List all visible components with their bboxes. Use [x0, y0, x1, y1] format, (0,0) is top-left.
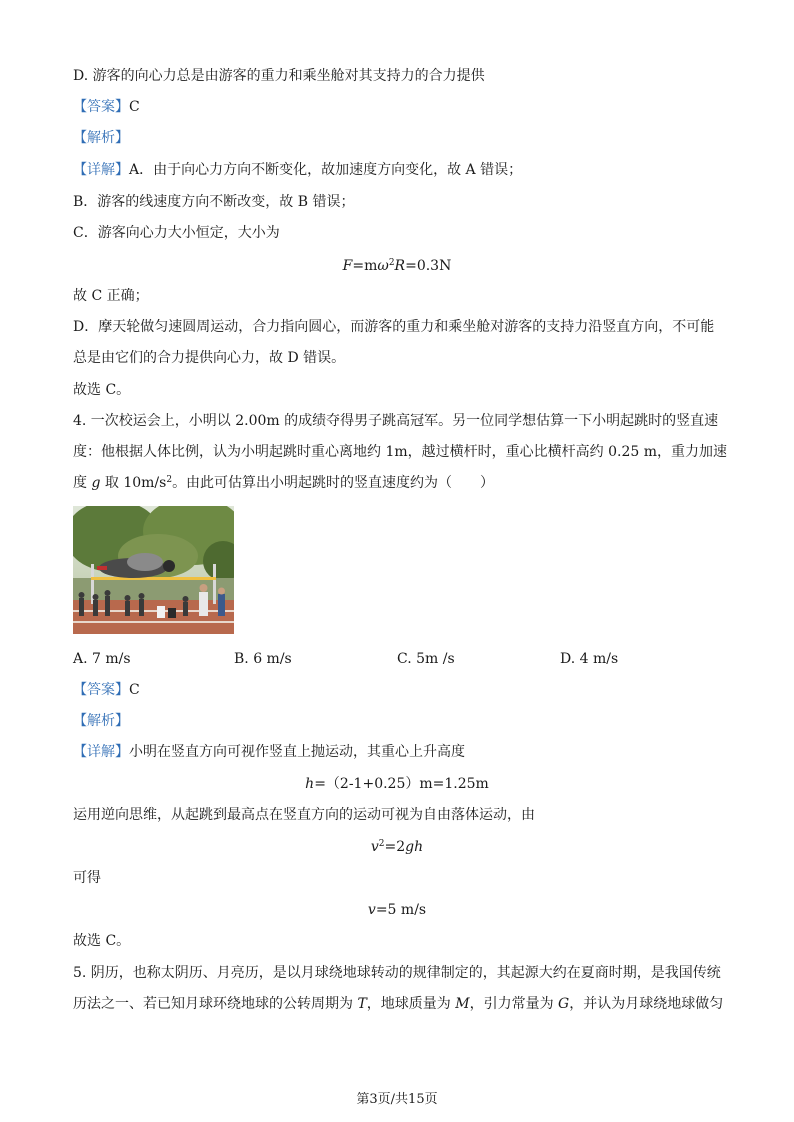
q3-option-d: D. 游客的向心力总是由游客的重力和乘坐舱对其支持力的合力提供 — [73, 68, 485, 84]
q4-detail-3: 可得 — [73, 870, 101, 886]
q4-stem-line2: 度：他根据人体比例，认为小明起跳时重心离地约 1m，越过横杆时，重心比横杆高约 0.25 m，重力加速 — [73, 444, 727, 460]
q4-conclusion: 故选 C。 — [73, 933, 131, 949]
answer-tag: 【答案】 — [73, 682, 129, 698]
q4-answer-line — [73, 680, 140, 700]
q4-stem-line1: 4. 一次校运会上，小明以 2.00m 的成绩夺得男子跳高冠军。另一位同学想估算一下小明起跳时的竖直速 — [73, 413, 719, 429]
q3-analysis-tag: 【解析】 — [73, 130, 129, 146]
q5-stem-line2: 历法之一、若已知月球环绕地球的公转周期为 T，地球质量为 M，引力常量为 G，并认为月球绕地球做匀 — [73, 996, 724, 1012]
q3-detail-d2: 总是由它们的合力提供向心力，故 D 错误。 — [73, 350, 346, 366]
q4-option-d: D. 4 m/s — [560, 651, 619, 667]
detail-tag: 【详解】 — [73, 162, 129, 178]
q4-detail-2: 运用逆向思维，从起跳到最高点在竖直方向的运动可视为自由落体运动，由 — [73, 807, 535, 823]
q4-analysis-tag: 【解析】 — [73, 713, 129, 729]
answer-value: C — [129, 682, 140, 698]
q3-detail-b: B．游客的线速度方向不断改变，故 B 错误； — [73, 194, 355, 210]
q3-detail-d1: D．摩天轮做匀速圆周运动，合力指向圆心，而游客的重力和乘坐舱对游客的支持力沿竖直方向，不可能 — [73, 319, 715, 335]
q3-formula: $F=m\omega^2R=0.3N$ — [342, 258, 452, 274]
q4-option-b: B. 6 m/s — [234, 651, 292, 667]
answer-value: C — [129, 99, 140, 115]
detail-tag: 【详解】 — [73, 744, 129, 760]
q4-formula-2: $v^2=2gh$ — [370, 839, 424, 855]
high-jump-illustration — [73, 506, 234, 634]
answer-tag: 【答案】 — [73, 99, 129, 115]
q4-option-c: C. 5m /s — [397, 651, 455, 667]
q3-conclusion: 故选 C。 — [73, 382, 131, 398]
q3-detail-c: C．游客向心力大小恒定，大小为 — [73, 225, 280, 241]
q4-stem-line3: 度 g 取 $10m/s^2$。由此可估算出小明起跳时的竖直速度约为（ ） — [73, 475, 495, 491]
q4-option-a: A. 7 m/s — [73, 651, 131, 667]
q3-c-correct: 故 C 正确； — [73, 288, 149, 304]
q5-stem-line1: 5. 阴历，也称太阴历、月亮历，是以月球绕地球转动的规律制定的，其起源大约在夏商时期，是我国传统 — [73, 965, 721, 981]
q4-detail-1: 【详解】小明在竖直方向可视作竖直上抛运动，其重心上升高度 — [73, 744, 465, 760]
high-jump-photo — [73, 506, 234, 634]
page-footer: 第3页/共15页 — [356, 1092, 438, 1107]
q3-answer-line — [73, 97, 140, 117]
q3-detail-a: 【详解】A．由于向心力方向不断变化，故加速度方向变化，故 A 错误； — [73, 162, 523, 178]
q4-formula-1: h=（2-1+0.25）m=1.25m — [305, 776, 489, 792]
q4-formula-3: v=5 m/s — [367, 902, 427, 918]
